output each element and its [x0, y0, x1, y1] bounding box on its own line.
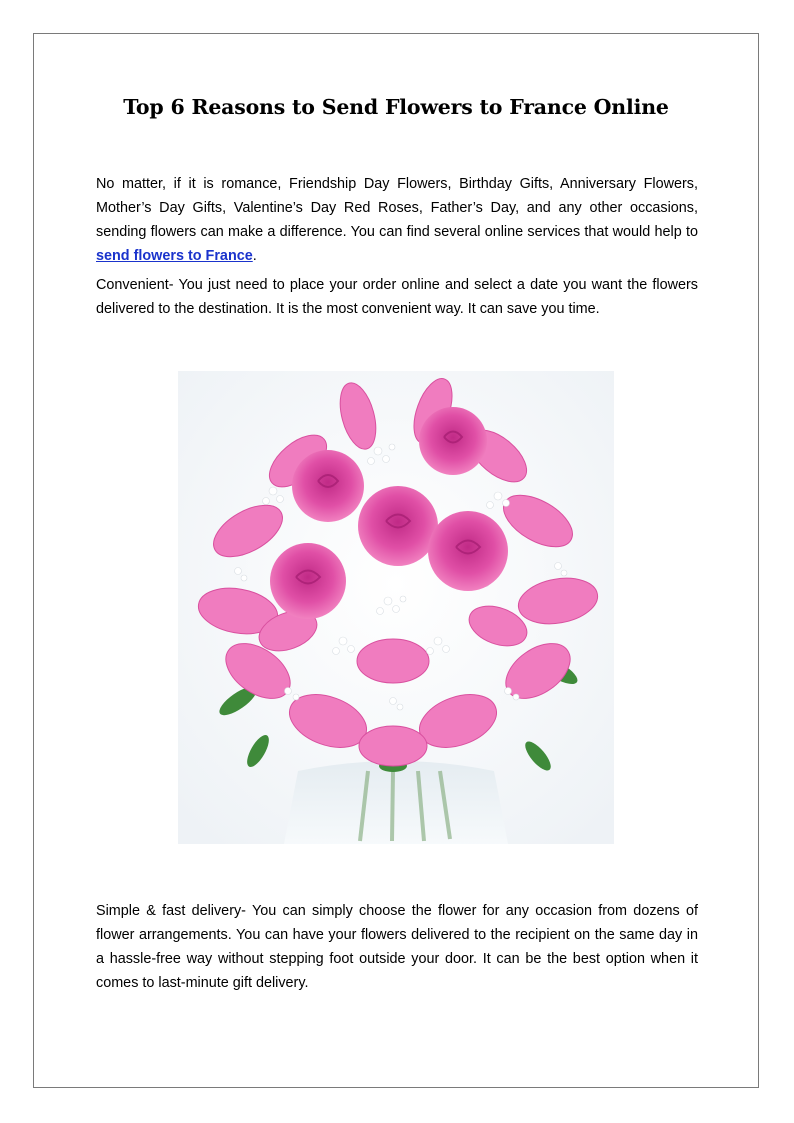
page-title: Top 6 Reasons to Send Flowers to France Online: [123, 95, 669, 119]
convenient-paragraph: Convenient- You just need to place your order online and select a date you want the flowers delivered to the destination. It is the most convenient way. It can save you time.: [96, 277, 698, 317]
bouquet-illustration: [178, 371, 614, 844]
intro-end: .: [252, 248, 257, 264]
send-flowers-link[interactable]: send flowers to France: [96, 248, 253, 264]
intro-paragraph: [96, 172, 698, 268]
intro-text: No matter, if it is romance, Friendship Day Flowers, Birthday Gifts, Anniversary Flowers, Mother’s Day Gifts, Valentine’s Day Red Roses, Father’s Day, and any other occasions, sending flowers can make a difference. You can find several online services that would help to: [96, 176, 698, 240]
flower-bouquet-image: [178, 371, 614, 844]
delivery-paragraph: Simple & fast delivery- You can simply choose the flower for any occasion from dozens of flower arrangements. You can have your flowers delivered to the recipient on the same day in a hassle-free way without stepping foot outside your door. It can be the best option when it comes to last-minute gift delivery.: [96, 903, 698, 991]
